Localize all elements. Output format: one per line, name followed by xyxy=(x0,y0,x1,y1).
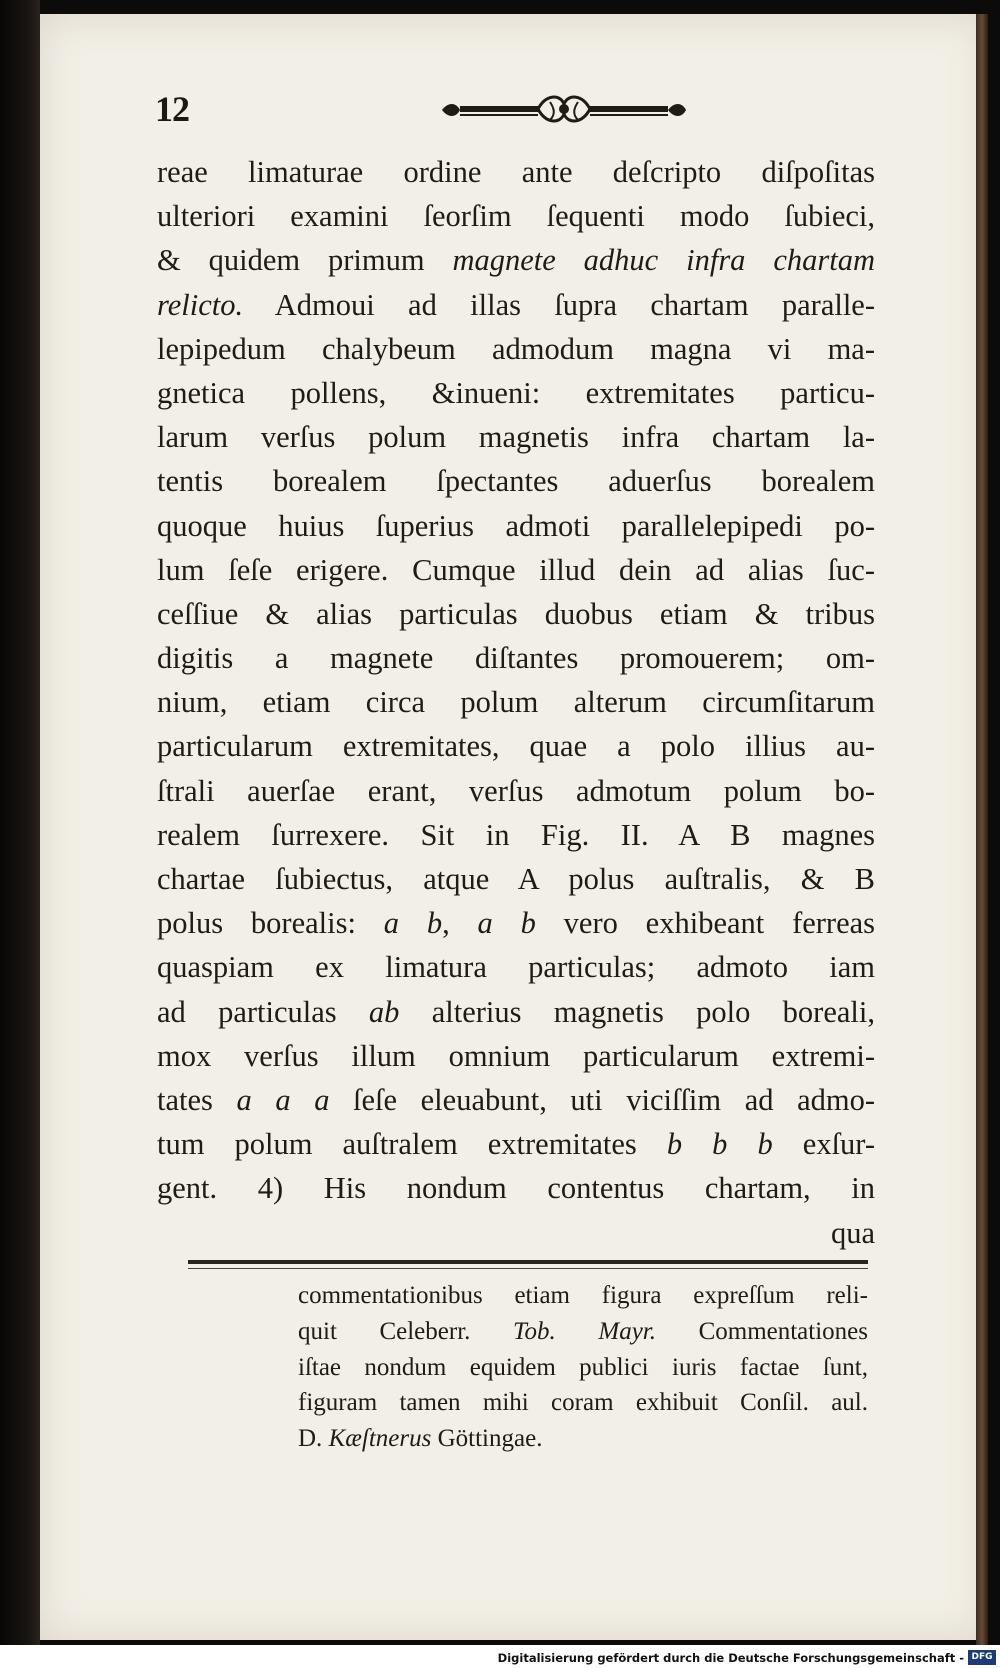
text-line: particularum extremitates, quae a polo illius au- xyxy=(157,729,875,764)
credit-bar xyxy=(0,1645,1000,1668)
footnote-line: figuram tamen mihi coram exhibuit Conſil. aul. xyxy=(298,1389,868,1417)
header-ornament-icon xyxy=(438,92,690,132)
text-line: reae limaturae ordine ante deſcripto diſpoſitas xyxy=(157,155,875,189)
footnote-line: commentationibus etiam figura expreſſum reli- xyxy=(298,1282,868,1309)
main-text-block xyxy=(157,150,875,1255)
text-line: tum polum auſtralem extremitates b b b exſur- xyxy=(157,1127,875,1162)
footnote-block xyxy=(298,1278,868,1457)
text-line: ulteriori examini ſeorſim ſequenti modo ſubieci, xyxy=(157,199,875,234)
text-line: & quidem primum magnete adhuc infra chartam xyxy=(157,243,875,278)
footnote-rule-thin xyxy=(188,1268,868,1269)
book-binding-edge xyxy=(0,0,40,1645)
dfg-logo: DFG xyxy=(968,1650,996,1665)
text-line: gent. 4) His nondum contentus chartam, in xyxy=(157,1171,875,1206)
text-line: lepipedum chalybeum admodum magna vi ma- xyxy=(157,331,875,366)
text-line: ſtrali auerſae erant, verſus admotum polum bo- xyxy=(157,773,875,808)
catchword: qua xyxy=(830,1215,875,1250)
page-edge-shadow xyxy=(976,14,988,1659)
text-line: larum verſus polum magnetis infra chartam la- xyxy=(157,420,875,455)
footnote-line: iſtae nondum equidem publici iuris factae ſunt, xyxy=(298,1353,868,1381)
text-line: digitis a magnete diſtantes promouerem; om- xyxy=(157,641,875,676)
text-line: gnetica pollens, &inueni: extremitates particu- xyxy=(157,375,875,410)
text-line: quoque huius ſuperius admoti parallelepipedi po- xyxy=(157,508,875,543)
text-line: ceſſiue & alias particulas duobus etiam & tribus xyxy=(157,596,875,631)
footnote-line: D. Kæſtnerus Göttingae. xyxy=(298,1425,543,1453)
text-line: ad particulas ab alterius magnetis polo boreali, xyxy=(157,994,875,1029)
text-line: tates a a a ſeſe eleuabunt, uti viciſſim ad admo- xyxy=(157,1082,875,1117)
text-line: quaspiam ex limatura particulas; admoto iam xyxy=(157,950,875,985)
text-line: lum ſeſe erigere. Cumque illud dein ad alias ſuc- xyxy=(157,552,875,587)
page-number: 12 xyxy=(155,89,189,129)
text-line: relicto. Admoui ad illas ſupra chartam paralle- xyxy=(157,287,875,322)
footnote-rule xyxy=(188,1260,868,1264)
text-line: chartae ſubiectus, atque A polus auſtralis, & B xyxy=(157,862,875,896)
text-line: mox verſus illum omnium particularum extremi- xyxy=(157,1038,875,1073)
text-line: nium, etiam circa polum alterum circumſitarum xyxy=(157,685,875,720)
text-line: polus borealis: a b, a b vero exhibeant ferreas xyxy=(157,906,875,941)
footnote-line: quit Celeberr. Tob. Mayr. Commentationes xyxy=(298,1317,868,1345)
digitization-credit: Digitalisierung gefördert durch die Deutsche Forschungsgemeinschaft - xyxy=(497,1651,964,1665)
text-line: tentis borealem ſpectantes aduerſus borealem xyxy=(157,464,875,499)
text-line: realem ſurrexere. Sit in Fig. II. A B magnes xyxy=(157,817,875,852)
